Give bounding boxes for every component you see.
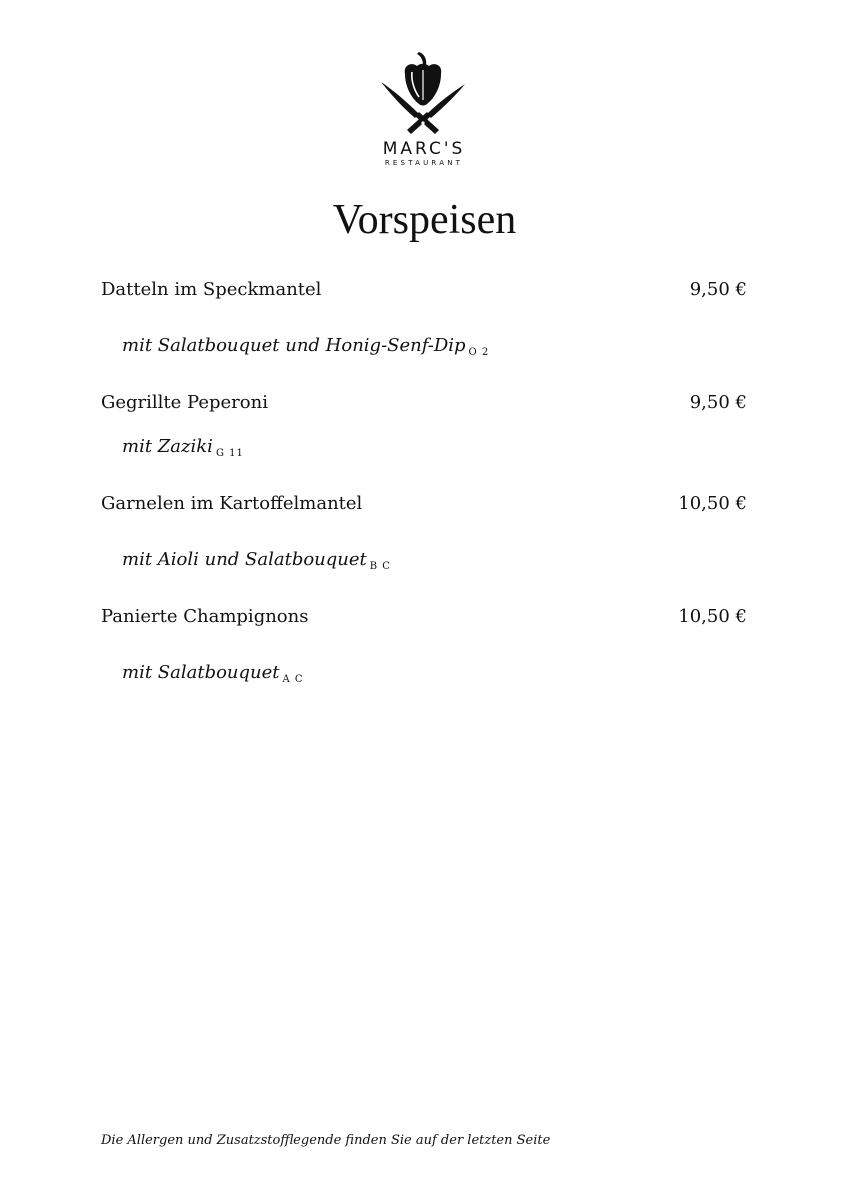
item-name: Datteln im Speckmantel [101,279,322,300]
item-description-text: mit Salatbouquet und Honig-Senf-Dip [122,335,466,356]
page-title: Vorspeisen [332,197,517,243]
restaurant-logo [364,52,484,180]
pepper-crossed-knives-icon [379,52,469,136]
item-description-text: mit Zaziki [122,436,213,457]
item-description-text: mit Aioli und Salatbouquet [122,549,367,570]
allergen-footnote: Die Allergen und Zusatzstofflegende finden Sie auf der letzten Seite [101,1133,551,1148]
allergen-codes: G 11 [215,448,244,459]
item-description [122,333,489,366]
menu-item [101,390,747,459]
item-price: 9,50 € [689,279,747,300]
brand-name: MARC'S [382,139,466,159]
menu-item [101,491,747,572]
item-name: Panierte Champignons [101,606,309,627]
brand-subtitle: RESTAURANT [384,159,464,167]
item-description [122,547,391,580]
allergen-codes: O 2 [468,347,490,358]
item-price: 10,50 € [678,493,747,514]
item-price: 10,50 € [678,606,747,627]
item-description [122,434,244,467]
menu-item [101,604,747,685]
menu-item [101,277,747,358]
allergen-codes: A C [282,674,304,685]
item-name: Gegrillte Peperoni [101,392,268,413]
item-price: 9,50 € [689,392,747,413]
allergen-codes: B C [369,561,391,572]
item-description-text: mit Salatbouquet [122,662,280,683]
item-name: Garnelen im Kartoffelmantel [101,493,363,514]
item-description [122,660,304,693]
